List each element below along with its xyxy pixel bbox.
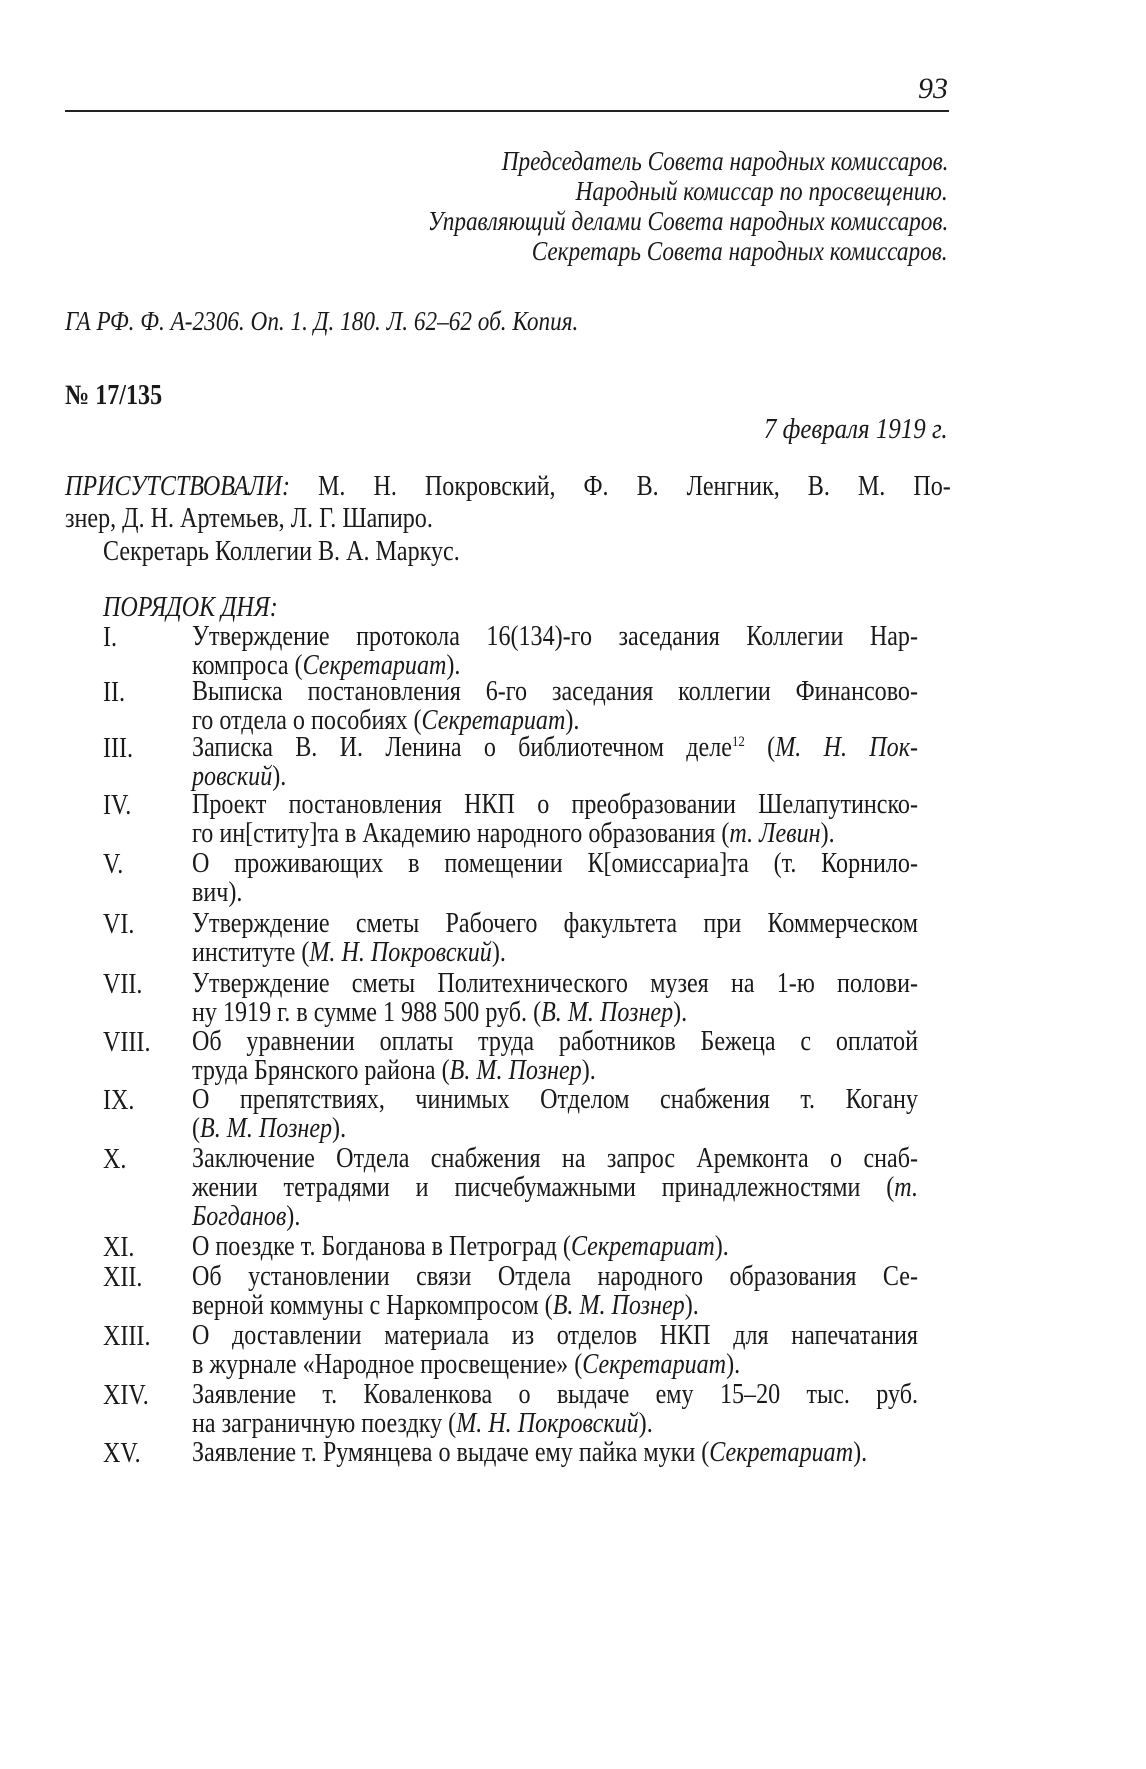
agenda-item-text: го отдела о пособиях (: [192, 705, 422, 736]
attendees-label: ПРИСУТСТВОВАЛИ:: [65, 471, 290, 502]
agenda-item-text: ).: [673, 997, 688, 1028]
agenda-item-speaker: Богданов: [192, 1201, 287, 1232]
agenda-item-line: [192, 1380, 918, 1409]
agenda-item-text: го ин[ститу]та в Академию народного образования (: [192, 818, 730, 849]
agenda-item-line: [192, 1202, 918, 1231]
agenda-item-speaker: Секретариат: [302, 650, 447, 681]
agenda-item-text: ).: [286, 1201, 301, 1232]
agenda-item-text: О проживающих в помещении К[омиссариа]та (т. Корнило-: [192, 848, 918, 879]
agenda-item-number: II.: [103, 677, 126, 708]
agenda-item-number: I.: [103, 622, 118, 653]
signature-line: Секретарь Совета народных комиссаров.: [532, 236, 948, 266]
agenda-item-text: ).: [684, 1290, 699, 1321]
agenda-item-line: [192, 622, 918, 651]
agenda-item-text: труда Брянского района (: [192, 1055, 450, 1086]
agenda-item-speaker: В. М. Познер: [200, 1113, 333, 1144]
agenda-item-number: XII.: [103, 1262, 143, 1293]
agenda-item-text: компроса (: [192, 650, 303, 681]
agenda-item-speaker: М. Н. Покровский: [456, 1408, 639, 1439]
agenda-item-line: [192, 1291, 918, 1320]
attendees-line-2: знер, Д. Н. Артемьев, Л. Г. Шапиро.: [65, 503, 433, 534]
agenda-item-text: Заявление т. Коваленкова о выдаче ему 15–20 тыс. руб.: [192, 1379, 918, 1410]
agenda-item-text: ).: [853, 1437, 868, 1468]
agenda-item: [192, 790, 918, 848]
agenda-item-text: Выписка постановления 6-го заседания коллегии Финансово-: [192, 676, 918, 707]
agenda-item-text: жении тетрадями и писчебумажными принадлежностями (: [192, 1172, 895, 1203]
agenda-item-text: Утверждение сметы Рабочего факультета при Коммерческом: [192, 908, 918, 939]
agenda-item-line: [192, 706, 918, 735]
agenda-item-speaker: В. М. Познер: [449, 1055, 582, 1086]
agenda-item-text: Заключение Отдела снабжения на запрос Аремконта о снаб-: [192, 1143, 918, 1174]
agenda-item: [192, 909, 918, 967]
agenda-item-line: [192, 790, 918, 819]
agenda-item-line: [192, 1085, 918, 1114]
agenda-item-line: [192, 1262, 918, 1291]
document-date: 7 февраля 1919 г.: [764, 413, 948, 445]
archive-reference: ГА РФ. Ф. А-2306. Оп. 1. Д. 180. Л. 62–62 об. Копия.: [65, 306, 579, 336]
agenda-item-text: (: [192, 1113, 201, 1144]
agenda-item-line: [192, 677, 918, 706]
agenda-item-speaker: Секретариат: [570, 1231, 715, 1262]
agenda-item-number: IX.: [103, 1085, 135, 1116]
agenda-item-line: [192, 1114, 918, 1143]
agenda-item-text: ).: [820, 818, 835, 849]
agenda-item: [192, 1321, 918, 1379]
agenda-item: [192, 622, 918, 680]
agenda-item-speaker: т. Левин: [729, 818, 821, 849]
agenda-item-text: ).: [332, 1113, 347, 1144]
agenda-item: [192, 969, 918, 1027]
agenda-item-speaker: ровский: [192, 761, 273, 792]
agenda-item-speaker: М. Н. Пок-: [775, 732, 919, 763]
agenda-item-number: VIII.: [103, 1027, 151, 1058]
agenda-item-speaker: Секретариат: [421, 705, 566, 736]
agenda-item-speaker: Секретариат: [582, 1349, 727, 1380]
agenda-item-text: Утверждение сметы Политехнического музея на 1-ю полови-: [192, 968, 918, 999]
agenda-item-text: ).: [581, 1055, 596, 1086]
footnote-ref: 12: [731, 734, 745, 750]
agenda-item-line: [192, 733, 918, 762]
agenda-item-speaker: М. Н. Покровский: [309, 937, 492, 968]
agenda-item-text: ).: [638, 1408, 653, 1439]
agenda-item-line: [192, 1438, 918, 1467]
agenda-item: [192, 733, 918, 791]
agenda-heading: ПОРЯДОК ДНЯ:: [103, 592, 278, 623]
agenda-item-speaker: В. М. Познер: [541, 997, 674, 1028]
agenda-item-text: О поездке т. Богданова в Петроград (: [192, 1231, 571, 1262]
agenda-item-number: VI.: [103, 909, 135, 940]
agenda-item: [192, 1380, 918, 1438]
agenda-item-number: V.: [103, 849, 124, 880]
agenda-item-number: VII.: [103, 969, 143, 1000]
agenda-item-text: ну 1919 г. в сумме 1 988 500 руб. (: [192, 997, 542, 1028]
agenda-item-text: Записка В. И. Ленина о библиотечном деле: [192, 732, 732, 763]
agenda-item-line: [192, 938, 918, 967]
agenda-item: [192, 1438, 918, 1467]
agenda-item-line: [192, 1232, 918, 1261]
agenda-item-line: [192, 849, 918, 878]
agenda-item-text: Об установлении связи Отдела народного образования Се-: [192, 1261, 918, 1292]
header-rule: [65, 110, 949, 112]
agenda-item-text: (: [744, 732, 776, 763]
agenda-item-text: ).: [491, 937, 506, 968]
agenda-item-speaker: т.: [894, 1172, 918, 1203]
agenda-item-line: [192, 1144, 918, 1173]
agenda-item-line: [192, 1173, 918, 1202]
agenda-item: [192, 677, 918, 735]
agenda-item-text: ).: [272, 761, 287, 792]
agenda-item-number: X.: [103, 1144, 127, 1175]
agenda-item: [192, 1027, 918, 1085]
secretary: Секретарь Коллегии В. А. Маркус.: [103, 536, 460, 567]
agenda-item: [192, 1232, 918, 1261]
agenda-item-text: на заграничную поездку (: [192, 1408, 457, 1439]
agenda-item: [192, 1144, 918, 1231]
agenda-item-speaker: Секретариат: [709, 1437, 854, 1468]
signature-line: Председатель Совета народных комиссаров.: [501, 146, 948, 176]
agenda-item-text: О препятствиях, чинимых Отделом снабжения т. Когану: [192, 1084, 918, 1115]
agenda-item-text: Заявление т. Румянцева о выдаче ему пайка муки (: [192, 1437, 710, 1468]
attendees: [65, 472, 951, 502]
agenda-item-text: Об уравнении оплаты труда работников Бежеца с оплатой: [192, 1026, 918, 1057]
agenda-item-number: XIII.: [103, 1321, 151, 1352]
signature-line: Управляющий делами Совета народных комиссаров.: [427, 206, 948, 236]
agenda-item-text: в журнале «Народное просвещение» (: [192, 1349, 583, 1380]
agenda-item-text: институте (: [192, 937, 310, 968]
agenda-item: [192, 1085, 918, 1143]
agenda-item: [192, 1262, 918, 1320]
agenda-item-text: ).: [714, 1231, 729, 1262]
agenda-item-number: XIV.: [103, 1380, 149, 1411]
agenda-item-text: О доставлении материала из отделов НКП для напечатания: [192, 1320, 918, 1351]
agenda-item-line: [192, 1056, 918, 1085]
agenda-item-line: [192, 1027, 918, 1056]
signature-line: Народный комиссар по просвещению.: [575, 176, 948, 206]
document-number: № 17/135: [65, 380, 163, 411]
page-number: 93: [918, 72, 948, 105]
agenda-item-text: ).: [446, 650, 461, 681]
agenda-item: [192, 849, 918, 907]
agenda-item-speaker: В. М. Познер: [552, 1290, 685, 1321]
agenda-item-text: Проект постановления НКП о преобразовании Шелапутинско-: [192, 789, 918, 820]
agenda-item-number: III.: [103, 733, 134, 764]
agenda-item-line: [192, 969, 918, 998]
agenda-item-line: [192, 878, 918, 907]
agenda-item-text: ).: [726, 1349, 741, 1380]
agenda-item-text: Утверждение протокола 16(134)-го заседания Коллегии Нар-: [192, 621, 918, 652]
agenda-item-line: [192, 998, 918, 1027]
agenda-item-number: XV.: [103, 1438, 141, 1469]
agenda-item-line: [192, 819, 918, 848]
agenda-item-number: XI.: [103, 1232, 135, 1263]
agenda-item-line: [192, 1350, 918, 1379]
agenda-item-text: вич).: [192, 877, 243, 908]
agenda-item-text: ).: [565, 705, 580, 736]
agenda-item-text: верной коммуны с Наркомпросом (: [192, 1290, 553, 1321]
agenda-item-line: [192, 762, 918, 791]
agenda-item-line: [192, 1321, 918, 1350]
agenda-item-line: [192, 909, 918, 938]
agenda-item-number: IV.: [103, 790, 132, 821]
agenda-item-line: [192, 1409, 918, 1438]
attendees-names: М. Н. Покровский, Ф. В. Ленгник, В. М. По-: [289, 471, 951, 502]
